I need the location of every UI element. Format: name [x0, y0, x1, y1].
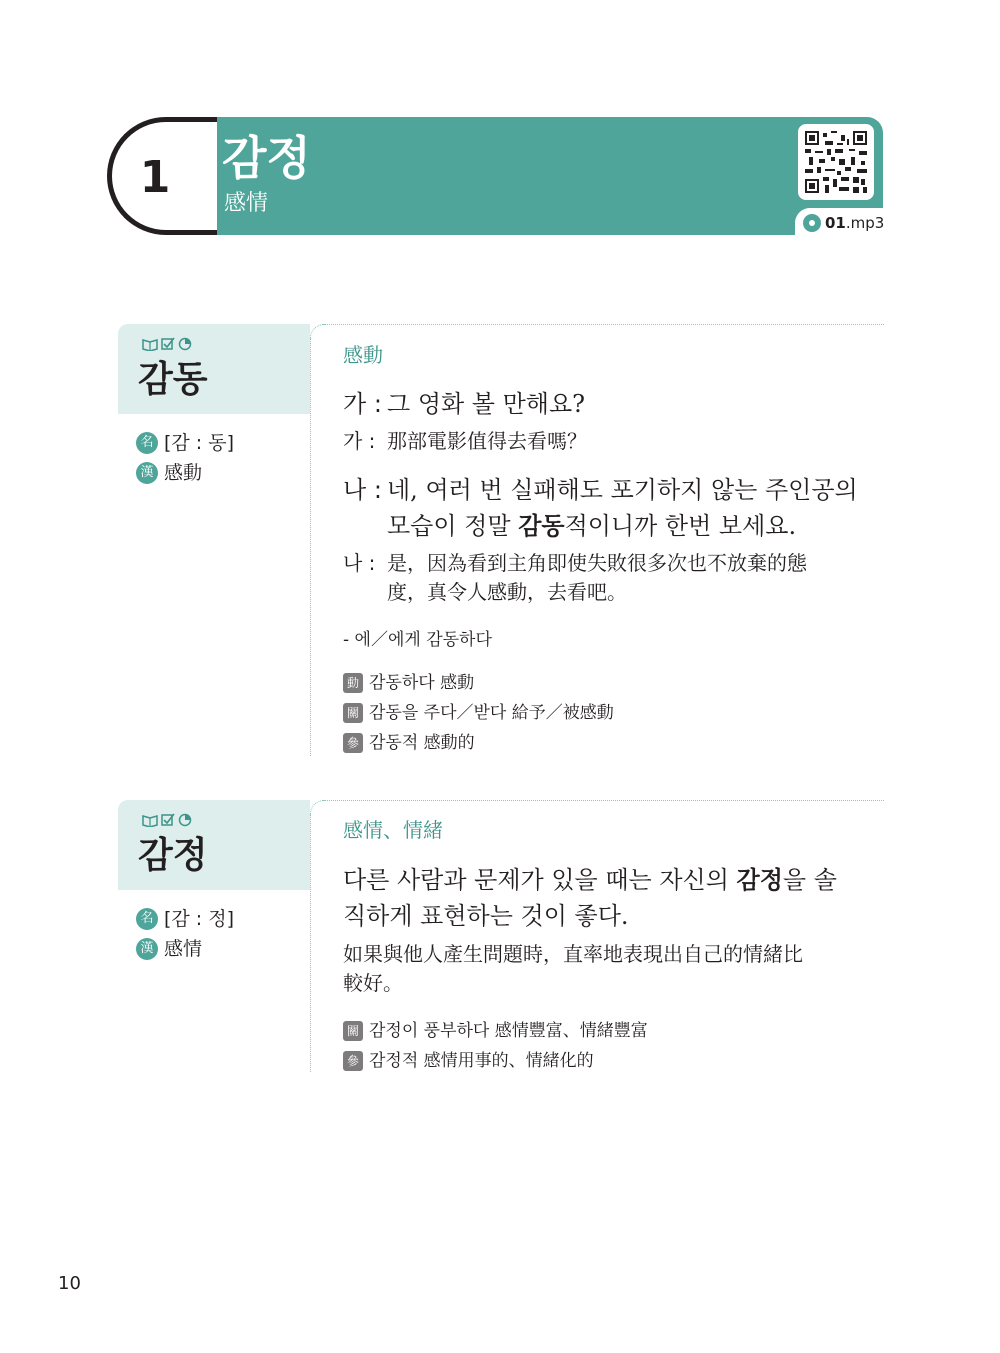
related-item: 參 감정적 感情用事的、情緒化的	[343, 1046, 648, 1076]
page-number: 10	[58, 1273, 81, 1294]
checkbox-icon	[161, 336, 175, 355]
divider-vertical	[310, 814, 311, 1072]
dialog-b-chinese: 나 : 是，因為看到主角即使失敗很多次也不放棄的態 度，真令人感動，去看吧。	[343, 551, 807, 604]
pos-badge: 名	[136, 908, 158, 930]
divider-vertical	[310, 338, 311, 756]
related-item: 參 감동적 感動的	[343, 728, 614, 758]
example-chinese: 如果與他人產生問題時，直率地表現出自己的情緒比 較好。	[343, 942, 803, 995]
audio-disc-icon	[803, 214, 821, 232]
entry-meta	[136, 428, 234, 488]
related-tag: 關	[343, 703, 363, 723]
dialog-a-korean: 가 : 그 영화 볼 만해요?	[343, 390, 586, 418]
entry-meaning: 感動	[343, 343, 383, 367]
related-item: 動 감동하다 感動	[343, 668, 614, 698]
qr-code[interactable]	[798, 124, 874, 200]
divider-corner	[310, 800, 325, 815]
related-item: 關 감동을 주다／받다 給予／被感動	[343, 698, 614, 728]
book-icon	[142, 336, 158, 355]
related-tag: 參	[343, 1051, 363, 1071]
related-tag: 關	[343, 1021, 363, 1041]
entry-meta	[136, 904, 234, 964]
pronunciation: [감 : 정]	[164, 908, 235, 930]
dialog-a-chinese: 가 : 那部電影值得去看嗎？	[343, 429, 587, 453]
dialog-b-korean: 나 : 네, 여러 번 실패해도 포기하지 않는 주인공의 모습이 정말 감동적이니까 한번 보세요.	[343, 476, 858, 540]
entry-meaning: 感情、情緒	[343, 818, 443, 842]
entry-word: 감정	[138, 835, 208, 876]
divider-horizontal	[322, 324, 884, 325]
usage-pattern: - 에／에게 감동하다	[343, 630, 492, 650]
study-icons	[142, 812, 192, 831]
chapter-title: 감정	[222, 131, 311, 185]
related-item: 關 감정이 풍부하다 感情豐富、情緒豐富	[343, 1016, 648, 1046]
divider-horizontal	[322, 800, 884, 801]
chapter-number: 1	[139, 152, 171, 203]
qr-code-pattern	[805, 131, 867, 193]
hanja: 感動	[164, 462, 203, 484]
divider-corner	[310, 324, 325, 339]
related-words	[343, 1016, 648, 1076]
pos-badge: 名	[136, 432, 158, 454]
hanja: 感情	[164, 938, 203, 960]
study-icons	[142, 336, 192, 355]
hanja-badge: 漢	[136, 462, 158, 484]
related-words	[343, 668, 614, 758]
checkbox-icon	[161, 812, 175, 831]
entry-word-box	[118, 800, 310, 890]
pronunciation: [감 : 동]	[164, 432, 235, 454]
related-tag: 參	[343, 733, 363, 753]
pie-icon	[178, 812, 192, 831]
example-korean: 다른 사람과 문제가 있을 때는 자신의 감정을 솔 직하게 표현하는 것이 좋다.	[343, 866, 837, 930]
audio-file-label[interactable]: 01.mp3	[825, 214, 885, 232]
entry-word-box	[118, 324, 310, 414]
book-icon	[142, 812, 158, 831]
entry-word: 감동	[138, 359, 208, 400]
hanja-badge: 漢	[136, 938, 158, 960]
chapter-subtitle: 感情	[224, 191, 269, 216]
related-tag: 動	[343, 673, 363, 693]
pie-icon	[178, 336, 192, 355]
